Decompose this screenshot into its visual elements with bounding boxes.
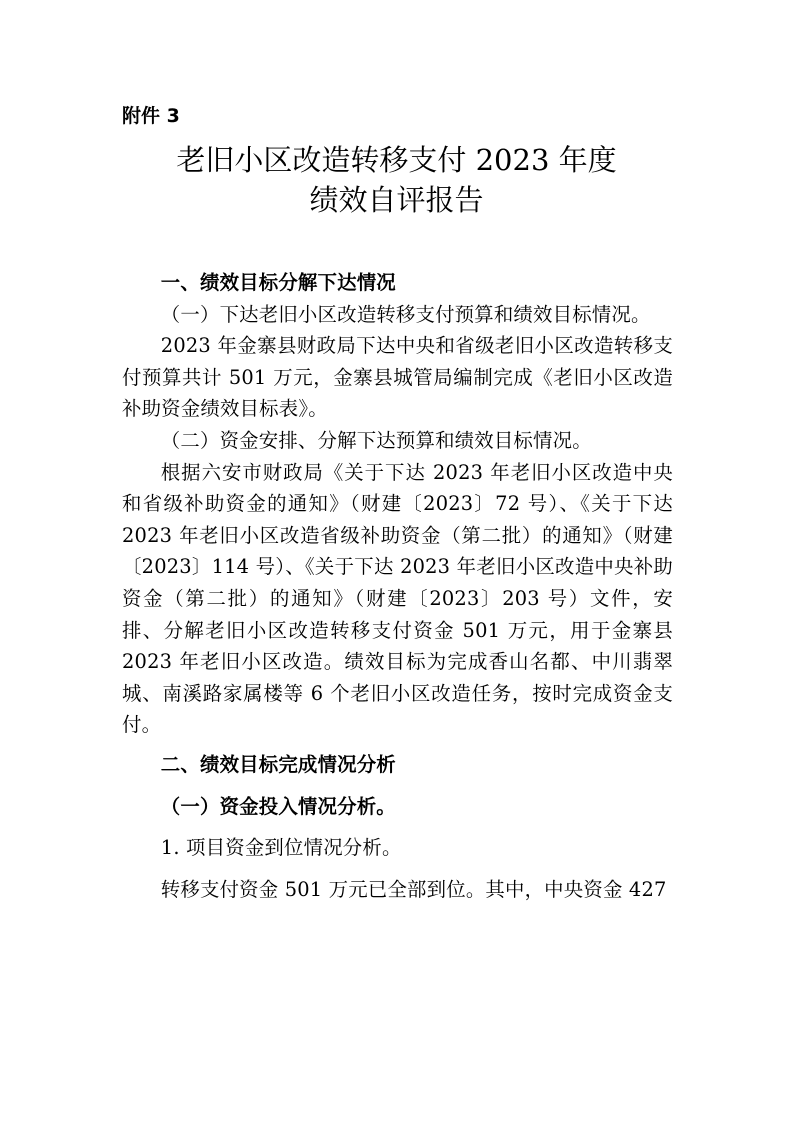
section-1-subheading-2: （二）资金安排、分解下达预算和绩效目标情况。 [160,428,592,452]
report-title-line2: 绩效自评报告 [309,183,484,217]
section-1-heading: 一、绩效目标分解下达情况 [160,271,396,294]
section-1-paragraph-1: 2023 年金寨县财政局下达中央和省级老旧小区改造转移支付预算共计 501 万元，金寨县城管局编制完成《老旧小区改造补助资金绩效目标表》。 [122,334,673,421]
report-title-line1: 老旧小区改造转移支付 2023 年度 [176,143,617,177]
section-2-heading: 二、绩效目标完成情况分析 [160,752,396,776]
section-1-paragraph-2: 根据六安市财政局《关于下达 2023 年老旧小区改造中央和省级补助资金的通知》（财建〔2023〕72 号）、《关于下达 2023 年老旧小区改造省级补助资金（第二批）的通知》（财建〔2023〕114 号）、《关于下达 2023 年老旧小区改造中央补助资金（第二批）的通知》（财建〔2023〕203 号）文件，安排、分解老旧小区改造转移支付资金 501 万元，用于金寨县 2023 年老旧小区改造。绩效目标为完成香山名都、中川翡翠城、南溪路家属楼等 6 个老旧小区改造任务，按时完成资金支付。 [122,460,673,737]
report-body [122,267,673,905]
section-2-item-1: 1. 项目资金到位情况分析。 [160,836,402,860]
section-1-subheading-1: （一）下达老旧小区改造转移支付预算和绩效目标情况。 [160,302,651,326]
section-2-subheading-1: （一）资金投入情况分析。 [160,794,396,818]
section-2-paragraph-1: 转移支付资金 501 万元已全部到位。其中，中央资金 427 [160,877,667,901]
attachment-label: 附件 3 [122,105,180,127]
